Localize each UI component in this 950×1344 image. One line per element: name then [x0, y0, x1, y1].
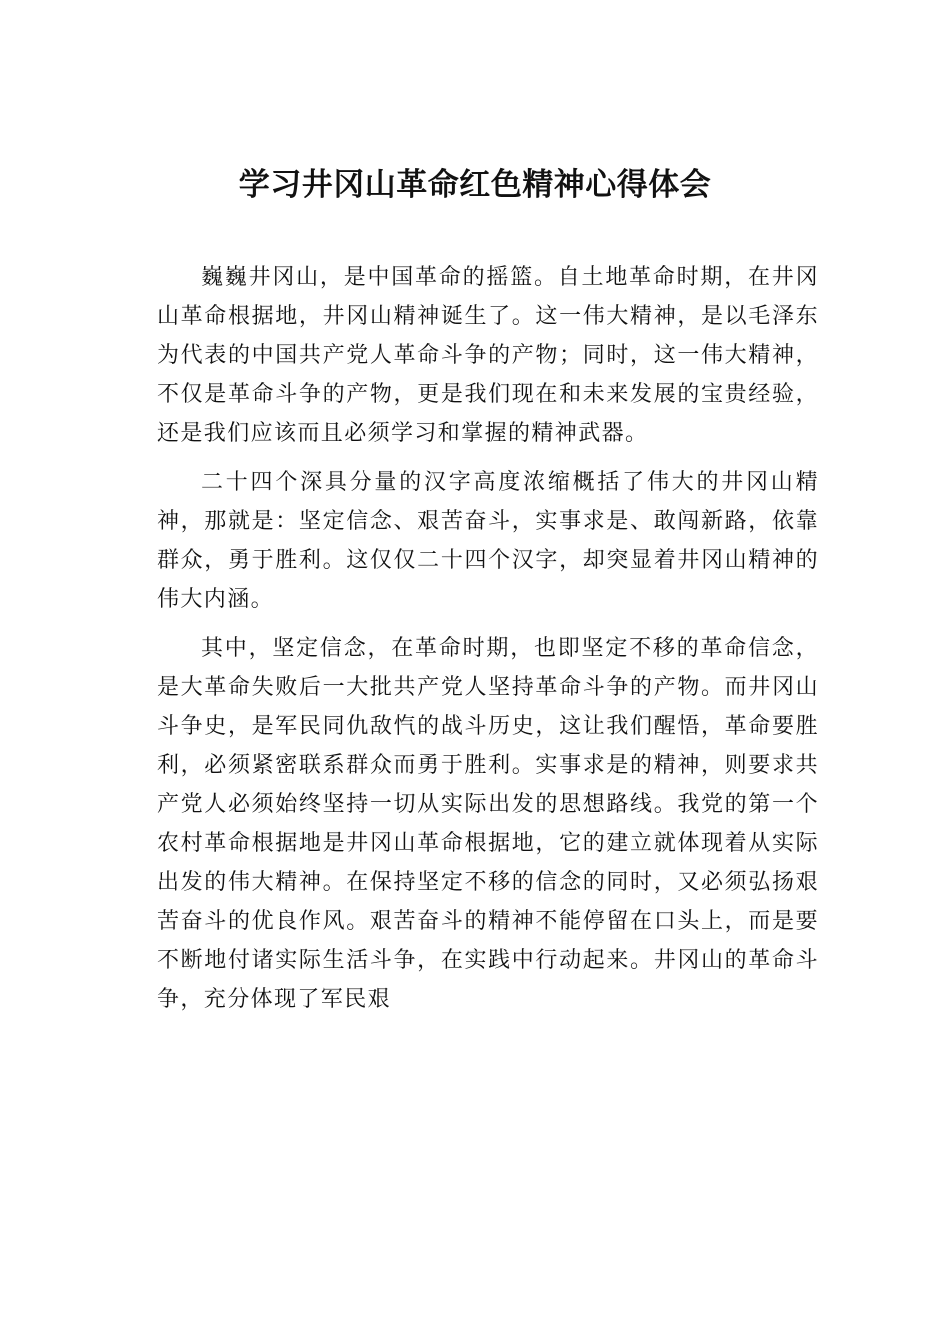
paragraph-2: 二十四个深具分量的汉字高度浓缩概括了伟大的井冈山精神，那就是：坚定信念、艰苦奋斗，实事求是、敢闯新路，依靠群众，勇于胜利。这仅仅二十四个汉字，却突显着井冈山精神的伟大内涵。 [157, 470, 819, 612]
paragraph-3: 其中，坚定信念，在革命时期，也即坚定不移的革命信念，是大革命失败后一大批共产党人坚持革命斗争的产物。而井冈山斗争史，是军民同仇敌忾的战斗历史，这让我们醒悟，革命要胜利，必须紧密联系群众而勇于胜利。实事求是的精神，则要求共产党人必须始终坚持一切从实际出发的思想路线。我党的第一个农村革命根据地是井冈山革命根据地，它的建立就体现着从实际出发的伟大精神。在保持坚定不移的信念的同时，又必须弘扬艰苦奋斗的优良作风。艰苦奋斗的精神不能停留在口头上，而是要不断地付诸实际生活斗争，在实践中行动起来。井冈山的革命斗争，充分体现了军民艰 [157, 636, 819, 1012]
document-body [157, 258, 819, 1029]
document-title: 学习井冈山革命红色精神心得体会 [238, 167, 712, 203]
paragraph-1: 巍巍井冈山，是中国革命的摇篮。自土地革命时期，在井冈山革命根据地，井冈山精神诞生了。这一伟大精神，是以毛泽东为代表的中国共产党人革命斗争的产物；同时，这一伟大精神，不仅是革命斗争的产物，更是我们现在和未来发展的宝贵经验，还是我们应该而且必须学习和掌握的精神武器。 [157, 265, 819, 446]
